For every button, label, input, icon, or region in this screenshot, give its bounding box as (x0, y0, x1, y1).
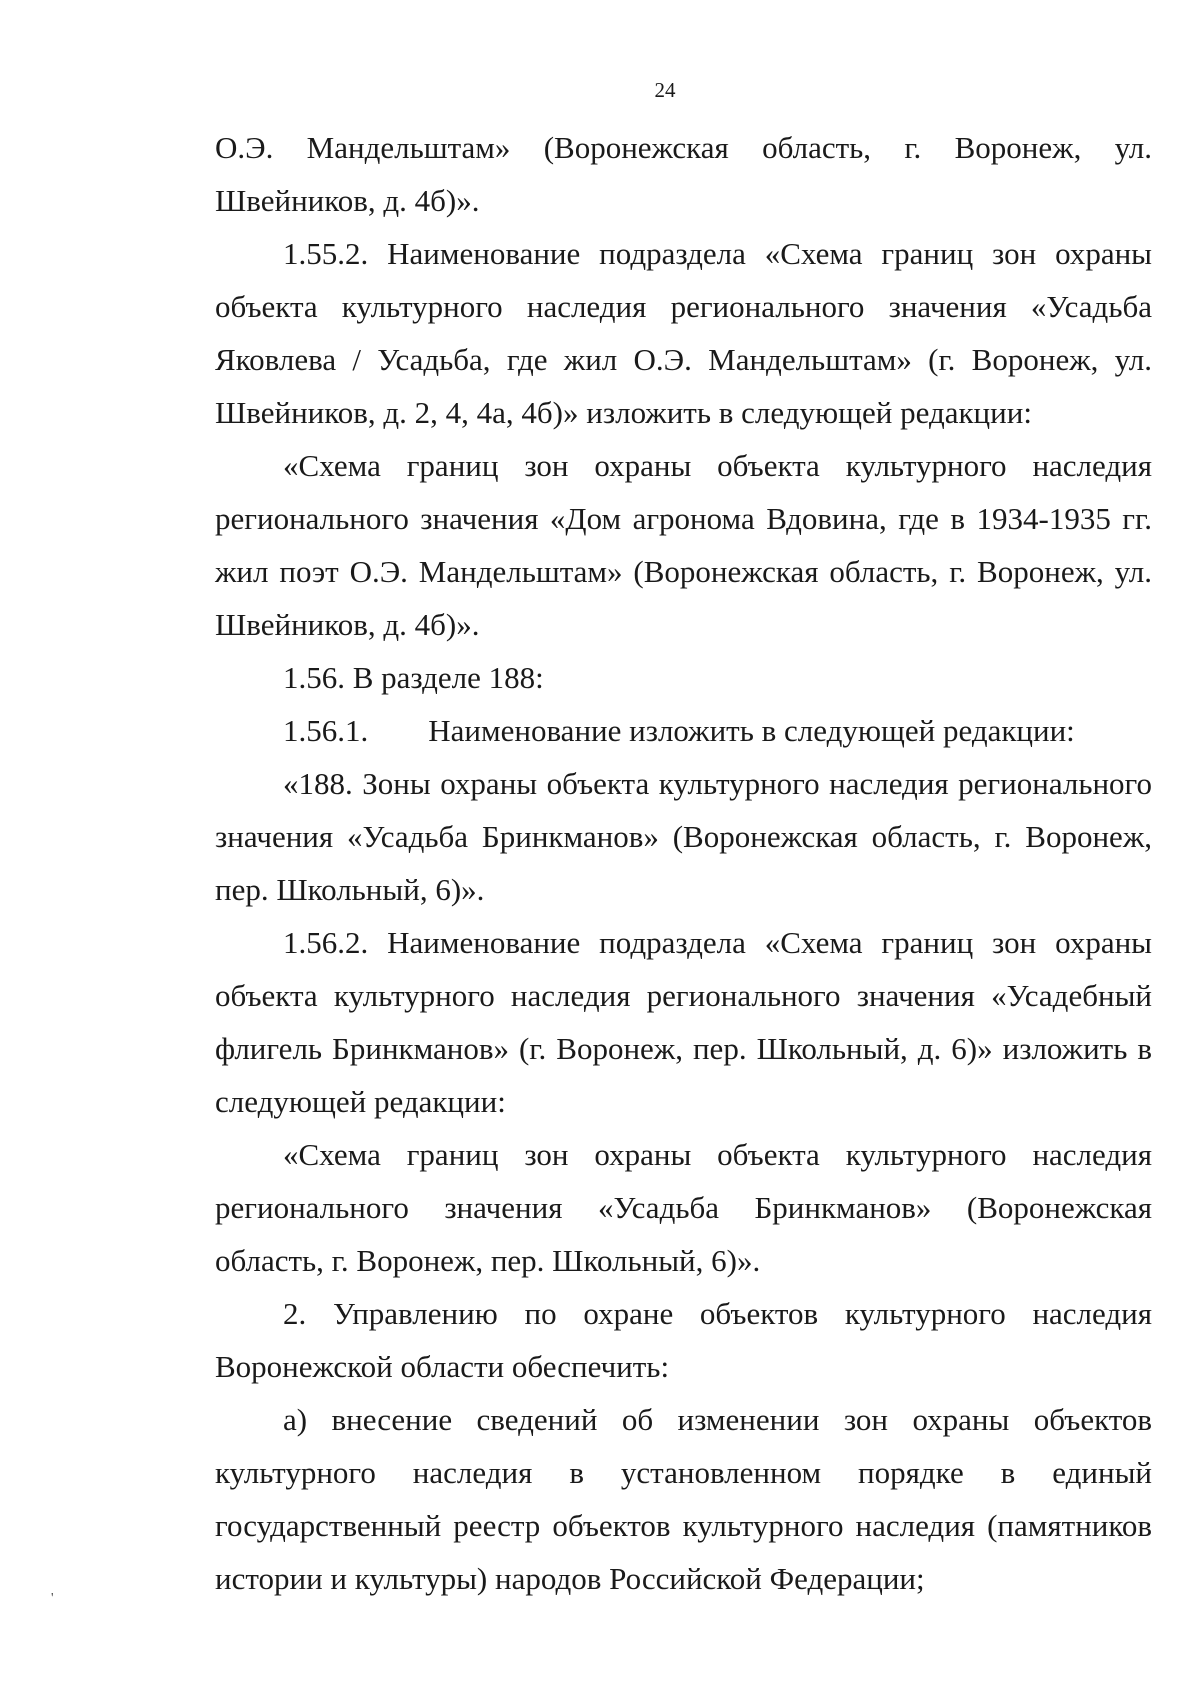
paragraph-number: 1.56.1. (283, 713, 369, 748)
page-number-wrapper (0, 78, 1200, 103)
page-number: 24 (654, 78, 676, 102)
stray-mark: ' (51, 1591, 54, 1606)
paragraph-1-55-2: 1.55.2. Наименование подраздела «Схема границ зон охраны объекта культурного наследия регионального значения «Усадьба Яковлева / Усадьба, где жил О.Э. Мандельштам» (г. Воронеж, ул. Швейников, д. 2, 4, 4а, 4б)» изложить в следующей редакции: (215, 236, 1152, 430)
paragraph-188-title: «188. Зоны охраны объекта культурного наследия регионального значения «Усадьба Бринкманов» (Воронежская область, г. Воронеж, пер. Школьный, 6)». (215, 766, 1152, 907)
paragraph-schema-quote-vdovin: «Схема границ зон охраны объекта культурного наследия регионального значения «Дом агронома Вдовина, где в 1934-1935 гг. жил поэт О.Э. Мандельштам» (Воронежская область, г. Воронеж, ул. Швейников, д. 4б)». (215, 448, 1152, 642)
paragraph-2-a: а) внесение сведений об изменении зон охраны объектов культурного наследия в установленном порядке в единый государственный реестр объектов культурного наследия (памятников истории и культуры) народов Российской Федерации; (215, 1402, 1152, 1596)
paragraph-continuation: О.Э. Мандельштам» (Воронежская область, г. Воронеж, ул. Швейников, д. 4б)». (215, 130, 1152, 218)
paragraph-1-56-2: 1.56.2. Наименование подраздела «Схема границ зон охраны объекта культурного наследия регионального значения «Усадебный флигель Бринкманов» (г. Воронеж, пер. Школьный, д. 6)» изложить в следующей редакции: (215, 925, 1152, 1119)
paragraph-schema-quote-brinkman: «Схема границ зон охраны объекта культурного наследия регионального значения «Усадьба Бринкманов» (Воронежская область, г. Воронеж, пер. Школьный, 6)». (215, 1137, 1152, 1278)
paragraph-1-56-1 (215, 704, 1152, 757)
document-body (215, 121, 1152, 1605)
paragraph-1-56: 1.56. В разделе 188: (283, 660, 544, 695)
paragraph-text: Наименование изложить в следующей редакции: (428, 713, 1075, 748)
paragraph-2: 2. Управлению по охране объектов культурного наследия Воронежской области обеспечить: (215, 1296, 1152, 1384)
